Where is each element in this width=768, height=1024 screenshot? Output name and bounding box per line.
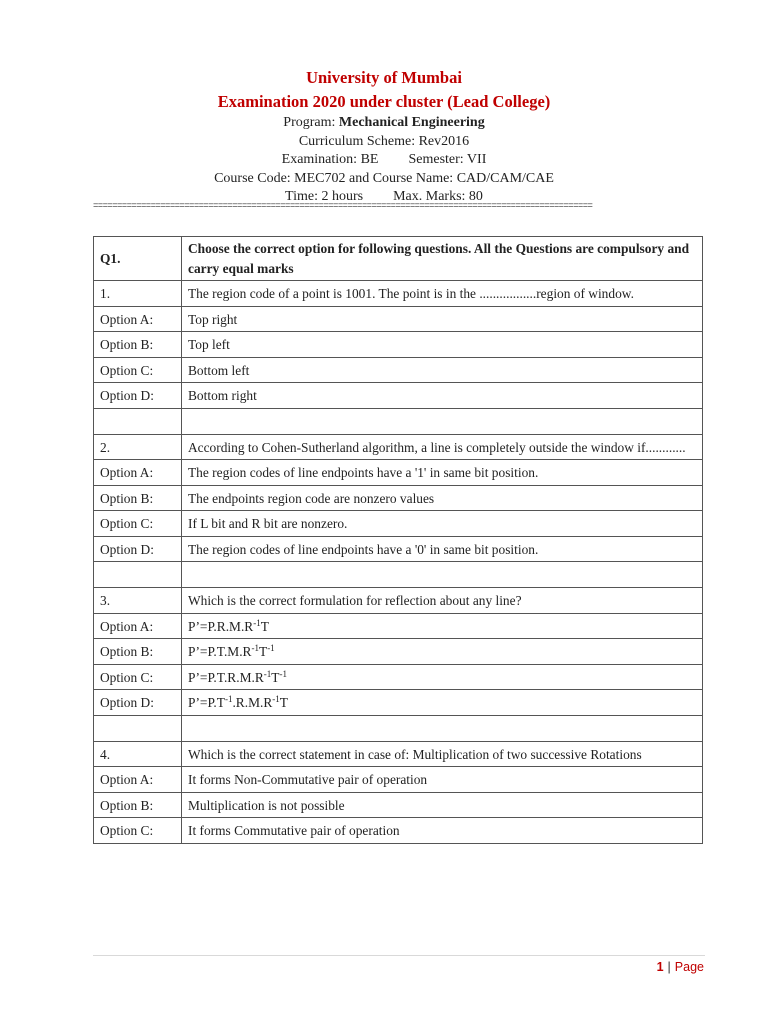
- page-number: 1: [656, 960, 664, 974]
- footer-divider: [93, 955, 705, 956]
- option-formula: [182, 664, 703, 690]
- option-label: Option D:: [94, 383, 182, 409]
- option-row: [94, 357, 703, 383]
- option-text: Multiplication is not possible: [182, 792, 703, 818]
- examination-label: Examination: BE: [281, 152, 379, 168]
- exam-header: [0, 66, 768, 207]
- university-title: University of Mumbai: [306, 68, 462, 87]
- option-row: [94, 511, 703, 537]
- option-row: [94, 767, 703, 793]
- option-text: The endpoints region code are nonzero values: [182, 485, 703, 511]
- blank-cell: [94, 408, 182, 434]
- semester-label: Semester: VII: [408, 152, 487, 168]
- blank-row: [94, 715, 703, 741]
- footer-separator: |: [667, 960, 671, 974]
- option-label: Option A:: [94, 306, 182, 332]
- formula-part: T: [259, 644, 268, 659]
- option-text: Top right: [182, 306, 703, 332]
- option-text: If L bit and R bit are nonzero.: [182, 511, 703, 537]
- blank-cell: [182, 408, 703, 434]
- option-row: [94, 460, 703, 486]
- option-text: Bottom left: [182, 357, 703, 383]
- marks-label: Max. Marks: 80: [393, 189, 483, 205]
- separator-rule: ========================================================================================================: [93, 201, 593, 211]
- option-row: [94, 332, 703, 358]
- blank-cell: [94, 715, 182, 741]
- question-table: [93, 236, 703, 844]
- option-label: Option B:: [94, 332, 182, 358]
- formula-part: P’=P.R.M.R: [188, 618, 254, 634]
- formula-superscript: -1: [253, 617, 261, 628]
- formula-superscript: -1: [272, 694, 280, 704]
- blank-cell: [94, 562, 182, 588]
- question-number: 4.: [94, 741, 182, 767]
- formula-part: P’=P.T.R.M.R: [188, 669, 264, 685]
- formula-superscript: -1: [224, 694, 233, 704]
- blank-row: [94, 408, 703, 434]
- option-label: Option C:: [94, 818, 182, 844]
- option-label: Option A:: [94, 613, 182, 639]
- option-text: Bottom right: [182, 383, 703, 409]
- table-header-row: [94, 237, 703, 281]
- option-label: Option C:: [94, 664, 182, 690]
- option-text: It forms Commutative pair of operation: [182, 818, 703, 844]
- option-row: [94, 383, 703, 409]
- program-label: Program:: [283, 115, 336, 130]
- option-formula: [182, 690, 703, 716]
- question-text: According to Cohen-Sutherland algorithm, a line is completely outside the window if............: [182, 434, 703, 460]
- option-row: [94, 306, 703, 332]
- question-number: 3.: [94, 588, 182, 614]
- option-label: Option C:: [94, 511, 182, 537]
- question-text: Which is the correct statement in case of: Multiplication of two successive Rotations: [182, 741, 703, 767]
- option-row: [94, 536, 703, 562]
- option-label: Option A:: [94, 767, 182, 793]
- blank-cell: [182, 715, 703, 741]
- option-text: The region codes of line endpoints have a '0' in same bit position.: [182, 536, 703, 562]
- question-number: 1.: [94, 281, 182, 307]
- option-label: Option B:: [94, 485, 182, 511]
- page-footer: [657, 960, 704, 974]
- option-row: [94, 639, 703, 665]
- blank-row: [94, 562, 703, 588]
- option-row: [94, 664, 703, 690]
- question-number: 2.: [94, 434, 182, 460]
- option-formula: [182, 613, 703, 639]
- formula-part: P’=P.T: [188, 695, 225, 710]
- option-label: Option D:: [94, 536, 182, 562]
- option-text: The region codes of line endpoints have a '1' in same bit position.: [182, 460, 703, 486]
- option-formula: [182, 639, 703, 665]
- option-label: Option C:: [94, 357, 182, 383]
- option-row: [94, 818, 703, 844]
- formula-superscript: -1: [267, 643, 275, 653]
- time-label: Time: 2 hours: [285, 189, 364, 205]
- formula-part: .R.M.R: [232, 695, 273, 710]
- question-row: [94, 588, 703, 614]
- question-row: [94, 741, 703, 767]
- question-group-instructions: Choose the correct option for following questions. All the Questions are compulsory and carry equal marks: [182, 237, 703, 281]
- formula-superscript: -1: [251, 643, 259, 653]
- exam-title: Examination 2020 under cluster (Lead College): [217, 92, 551, 111]
- formula-superscript: -1: [279, 668, 287, 679]
- option-label: Option B:: [94, 792, 182, 818]
- question-row: [94, 281, 703, 307]
- option-row: [94, 613, 703, 639]
- option-label: Option B:: [94, 639, 182, 665]
- examination-line: [0, 151, 768, 170]
- option-row: [94, 690, 703, 716]
- formula-part: P’=P.T.M.R: [188, 644, 252, 659]
- option-row: [94, 792, 703, 818]
- program-value: Mechanical Engineering: [338, 115, 485, 130]
- course-line: Course Code: MEC702 and Course Name: CAD/CAM/CAE: [214, 170, 554, 186]
- formula-part: T: [260, 618, 269, 634]
- formula-part: T: [279, 695, 288, 710]
- option-row: [94, 485, 703, 511]
- page-label: Page: [674, 960, 704, 974]
- curriculum-line: Curriculum Scheme: Rev2016: [298, 133, 470, 149]
- option-text: It forms Non-Commutative pair of operation: [182, 767, 703, 793]
- option-text: Top left: [182, 332, 703, 358]
- question-text: The region code of a point is 1001. The point is in the .................region of window.: [182, 281, 703, 307]
- question-row: [94, 434, 703, 460]
- formula-part: T: [271, 669, 280, 685]
- question-text: Which is the correct formulation for reflection about any line?: [182, 588, 703, 614]
- formula-superscript: -1: [263, 668, 272, 679]
- question-group-label: Q1.: [94, 237, 182, 281]
- program-line: [0, 114, 768, 133]
- blank-cell: [182, 562, 703, 588]
- option-label: Option D:: [94, 690, 182, 716]
- option-label: Option A:: [94, 460, 182, 486]
